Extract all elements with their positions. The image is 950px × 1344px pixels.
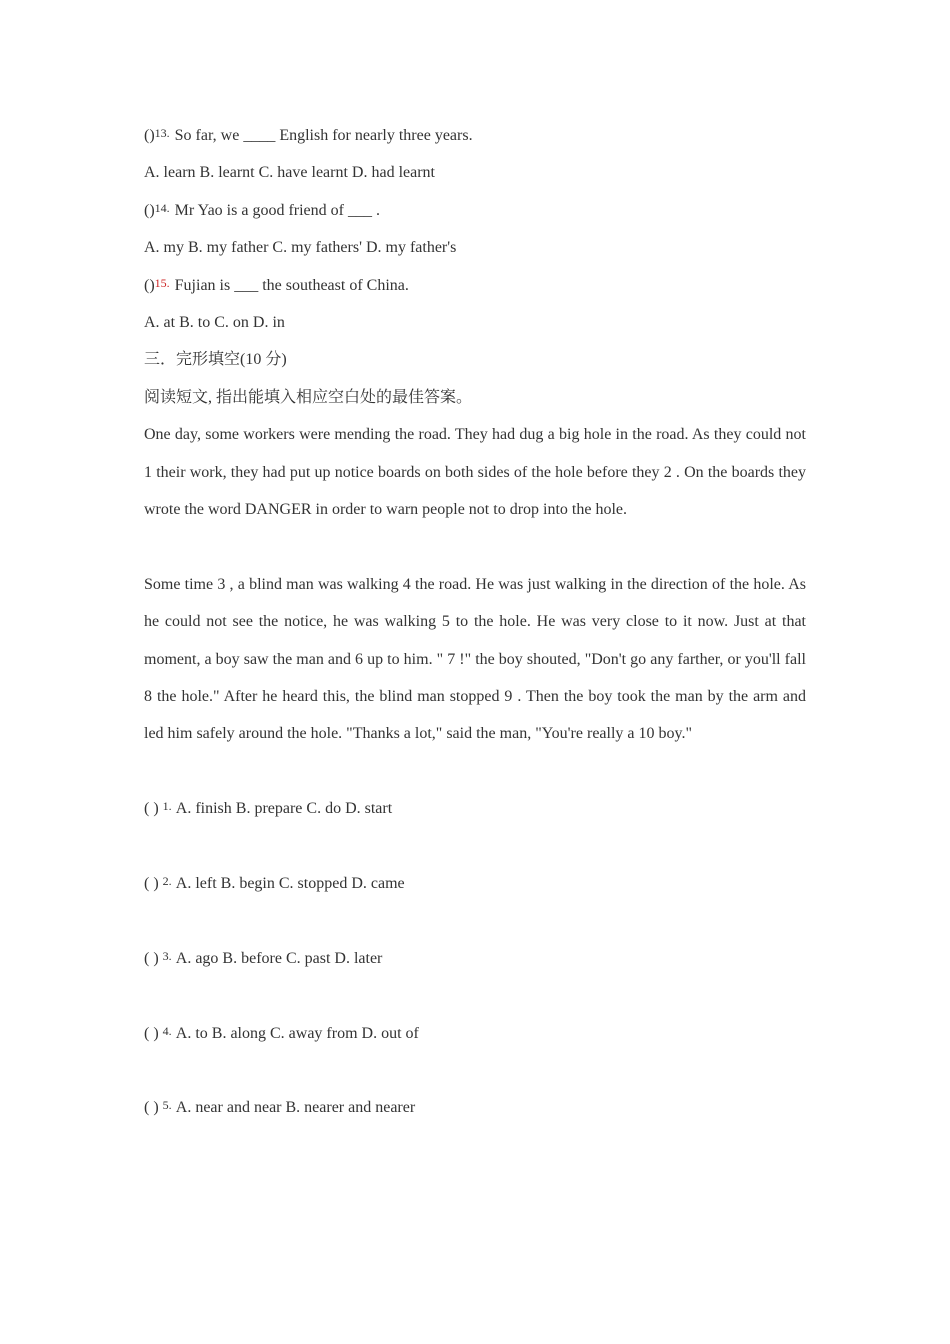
answer-paren: () [144,276,155,294]
question-gap [144,828,806,865]
worksheet-page [144,117,806,1127]
question-stem: So far, we ____ English for nearly three years. [170,127,473,144]
question-stem: Mr Yao is a good friend of ___ . [170,201,380,219]
question-number: 15. [154,275,170,290]
question-number: 13. [154,126,170,140]
passage-paragraph-1: One day, some workers were mending the road. They had dug a big hole in the road. As they could not 1 their work, they had put up notice boards on both sides of the hole before they 2 . On the boards they wrote the word DANGER in order to warn people not to drop into the hole. [144,426,806,518]
question-options: A. to B. along C. away from D. out of [172,1024,419,1042]
question-number: 14. [154,200,170,215]
question-gap [144,977,806,1014]
question-14 [144,192,806,229]
answer-paren: ( ) [144,1099,159,1117]
paragraph-gap [144,753,806,790]
question-number: 4. [162,1023,172,1038]
question-gap [144,902,806,939]
question-15-options: A. at B. to C. on D. in [144,313,285,331]
question-options: A. near and near B. nearer and nearer [172,1099,416,1117]
question-number: 2. [162,873,172,888]
answer-paren: ( ) [144,1024,159,1042]
question-number: 3. [162,948,172,963]
cloze-question-2 [144,865,806,902]
answer-paren: ( ) [144,949,159,967]
answer-paren: ( ) [144,800,159,818]
question-15 [144,267,806,304]
question-13-options: A. learn B. learnt C. have learnt D. had learnt [144,164,435,182]
answer-paren: ( ) [144,874,159,892]
question-gap [144,1052,806,1089]
cloze-question-4 [144,1015,806,1052]
paragraph-gap [144,528,806,565]
question-options: A. left B. begin C. stopped D. came [172,874,405,892]
question-options: A. finish B. prepare C. do D. start [172,800,393,818]
question-14-options: A. my B. my father C. my fathers' D. my father's [144,239,457,257]
answer-paren: () [144,127,155,144]
question-number: 1. [162,799,172,814]
question-stem: Fujian is ___ the southeast of China. [170,276,409,294]
passage-paragraph-2: Some time 3 , a blind man was walking 4 the road. He was just walking in the direction of the hole. As he could not see the notice, he was walking 5 to the hole. He was very close to it now. Just at that moment, a boy saw the man and 6 up to him. " 7 !" the boy shouted, "Don't go any farther, or you'll fall 8 the hole." After he heard this, the blind man stopped 9 . Then the boy took the man by the arm and led him safely around the hole. "Thanks a lot," said the man, "You're really a 10 boy." [144,575,806,743]
cloze-question-5 [144,1089,806,1126]
question-options: A. ago B. before C. past D. later [172,949,383,967]
answer-paren: () [144,201,155,219]
question-13 [144,117,806,154]
cloze-question-1 [144,790,806,827]
cloze-question-3 [144,940,806,977]
section-instruction: 阅读短文, 指出能填入相应空白处的最佳答案。 [144,388,473,406]
question-number: 5. [162,1098,172,1113]
section-heading: 三．完形填空(10 分) [144,351,287,369]
